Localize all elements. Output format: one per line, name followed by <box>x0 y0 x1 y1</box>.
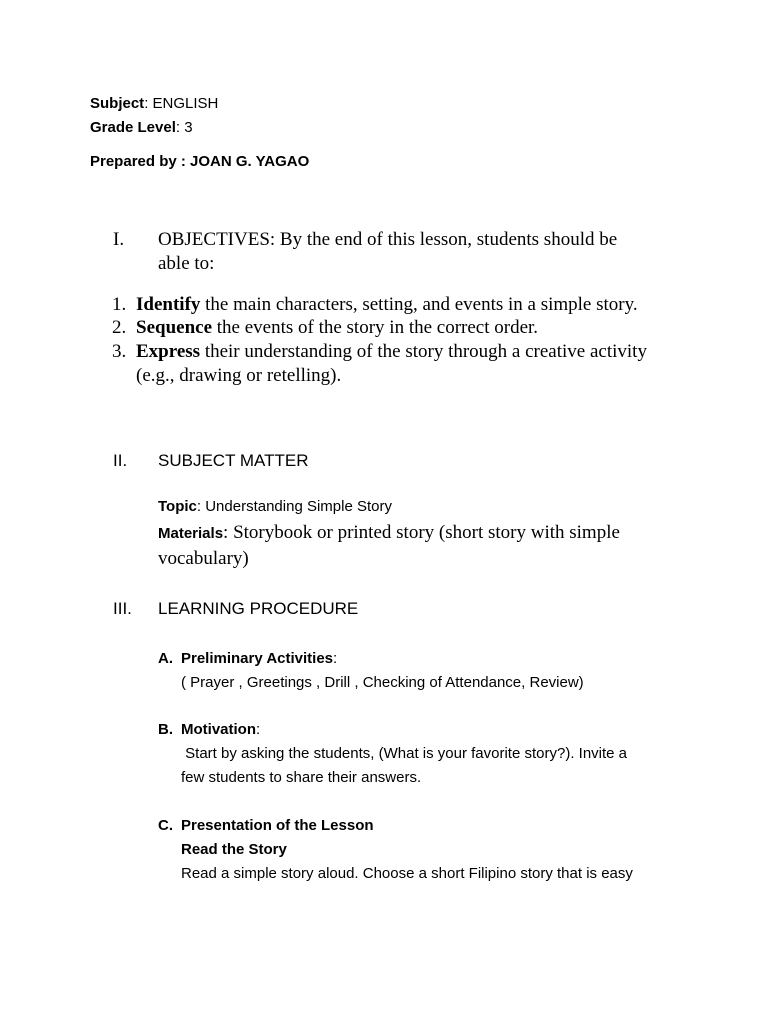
objective-keyword: Express <box>136 341 201 362</box>
section-title: Preliminary Activities <box>181 650 334 667</box>
section-subtitle: Read the Story <box>181 841 287 858</box>
subject-label: Subject <box>90 95 145 112</box>
topic-line <box>158 498 392 515</box>
objective-item <box>112 341 126 363</box>
subject-value: : ENGLISH <box>144 95 219 112</box>
objectives-heading-line2: able to: <box>158 253 215 274</box>
objective-number: 1. <box>112 294 127 315</box>
objective-item <box>112 317 126 339</box>
learning-procedure-numeral: III. <box>113 599 132 618</box>
objective-item-text <box>136 317 538 339</box>
prepared-by-text: Prepared by : JOAN G. YAGAO <box>90 153 310 170</box>
objective-description: their understanding of the story through a creative activity <box>200 341 647 362</box>
section-letter <box>158 817 173 834</box>
section-body-line: ( Prayer , Greetings , Drill , Checking of Attendance, Review) <box>181 674 584 691</box>
subject-matter-heading: SUBJECT MATTER <box>158 451 309 470</box>
objectives-numeral: I. <box>113 229 125 250</box>
grade-level-value: : 3 <box>175 119 193 136</box>
section-title-line <box>181 650 337 667</box>
grade-level-label: Grade Level <box>90 119 176 136</box>
objective-number: 2. <box>112 317 127 338</box>
topic-value: : Understanding Simple Story <box>196 498 392 515</box>
section-title-line <box>181 721 260 738</box>
grade-level-line <box>90 119 193 136</box>
section-body-line: Read a simple story aloud. Choose a short Filipino story that is easy <box>181 865 633 882</box>
objective-item-continuation: (e.g., drawing or retelling). <box>136 365 342 386</box>
objective-description: the main characters, setting, and events in a simple story. <box>200 294 638 315</box>
section-body-line: Start by asking the students, (What is your favorite story?). Invite a <box>181 745 628 762</box>
materials-label: Materials <box>158 525 224 542</box>
topic-label: Topic <box>158 498 197 515</box>
prepared-by-line <box>90 153 309 170</box>
objective-item-text <box>136 294 638 316</box>
section-subtitle-line <box>181 841 287 858</box>
section-letter-text: A. <box>158 650 173 667</box>
materials-line <box>158 522 620 544</box>
section-letter-text: B. <box>158 721 173 738</box>
section-letter <box>158 650 173 667</box>
objective-number: 3. <box>112 341 127 362</box>
materials-continuation: vocabulary) <box>158 548 249 569</box>
section-body-line: few students to share their answers. <box>181 769 422 786</box>
section-letter <box>158 721 173 738</box>
subject-matter-numeral: II. <box>113 451 128 470</box>
section-letter-text: C. <box>158 817 173 834</box>
objective-description: the events of the story in the correct order. <box>212 317 539 338</box>
section-title-suffix: : <box>333 650 338 667</box>
materials-value: : Storybook or printed story (short story with simple <box>223 522 620 543</box>
section-title: Motivation <box>181 721 256 738</box>
section-title: Presentation of the Lesson <box>181 817 374 834</box>
subject-line <box>90 95 218 112</box>
objectives-heading-line1: OBJECTIVES: By the end of this lesson, students should be <box>158 229 618 250</box>
objective-item <box>112 294 126 316</box>
objective-item-text <box>136 341 647 363</box>
objective-keyword: Sequence <box>136 317 212 338</box>
learning-procedure-heading: LEARNING PROCEDURE <box>158 599 359 618</box>
section-title-line <box>181 817 374 834</box>
objective-keyword: Identify <box>136 294 201 315</box>
section-title-suffix: : <box>256 721 261 738</box>
